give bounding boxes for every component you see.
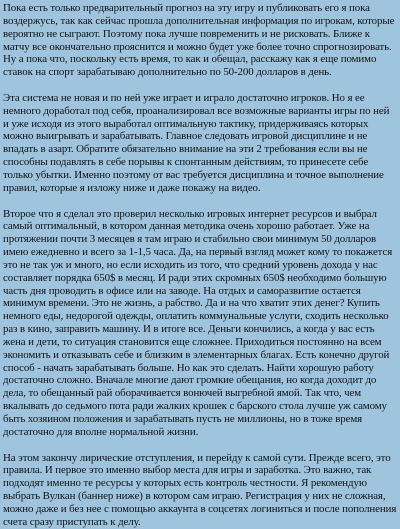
paragraph-gap — [3, 79, 397, 92]
paragraph-rules: На этом закончу лирические отступления, и перейду к самой сути. Прежде всего, это правила. И первое это именно выбор места для игры и заработка. Это важно, так подходят именно те ресурсы у которых есть контроль честности. Я рекомендую выбрать Вулкан (баннер ниже) в котором сам играю. Регистрация у них не сложная, можно даже и без нее с помощью аккаунта в соцсетях логиниться и после пополнения счета сразу приступать к делу. — [3, 451, 397, 528]
paragraph-gap — [3, 195, 397, 208]
paragraph-gap — [3, 439, 397, 452]
paragraph-intro: Пока есть только предварительный прогноз на эту игру и публиковать его я пока воздержусь, так как сейчас прошла дополнительная информация по игрокам, которые вероятно не сыграют. Поэтому пока лучше повременить и не рисковать. Ближе к матчу все окончательно прояснится и можно будет уже более точно спрогнозировать. Ну а пока что, поскольку есть время, то как и обещал, расскажу как я еще помимо ставок на спорт зарабатываю дополнительно по 50-200 долларов в день. — [3, 2, 395, 79]
paragraph-system: Эта система не новая и по ней уже играет и играло достаточно игроков. Но я ее немного доработал под себя, проанализировал все возможные варианты игры по ней и уже исходя из этого выработал оптимальную тактику, придерживаясь которых можно выигрывать и зарабатывать. Главное следовать игровой дисциплине и не впадать в азарт. Обратите обязательно внимание на эти 2 требования если вы не способны подавлять в себе порывы к спонтанным действиям, то принесете себе только убытки. Именно поэтому от вас требуется дисциплина и точное выполнение правил, которые я изложу ниже и даже покажу на видео. — [3, 91, 390, 194]
paragraph-resources: Второе что я сделал это проверил несколько игровых интернет ресурсов и выбрал самый оптимальный, в котором данная методика очень хорошо работает. Уже на протяжении почти 3 месяцев я там играю и стабильно свои минимум 50 долларов имею ежедневно и всего за 1-1,5 часа. Да, на первый взгляд может кому то покажется это не так уж и много, но если исходить из того, что средний уровень дохода у нас составляет порядка 650$ в месяц. И ради этих скромных 650$ необходимо большую часть дня проводить в офисе или на заводе. На отдых и саморазвитие остается минимум времени. Это не жизнь, а рабство. Да и на что хватит этих денег? Купить немного еды, недорогой одежды, оплатить коммунальные услуги, сходить несколько раз в кино, заправить машину. И в итоге все. Деньги кончились, а когда у вас есть жена и дети, то ситуация становится еще сложнее. Приходиться постоянно на всем экономить и отказывать себе и близким в элементарных благах. Есть конечно другой способ - начать зарабатывать больше. Но как это сделать. Найти хорошую работу достаточно сложно. Вначале многие дают громкие обещания, но когда доходит до дела, то обещанный рай оборачивается вонючей выгребной ямой. Так что, чем вкалывать до седьмого пота ради жалких крошек с барского стола лучше уж самому быть хозяином положения и зарабатывать пусть не миллионы, но в тоже время достаточно для вполне нормальной жизни. — [3, 207, 393, 438]
